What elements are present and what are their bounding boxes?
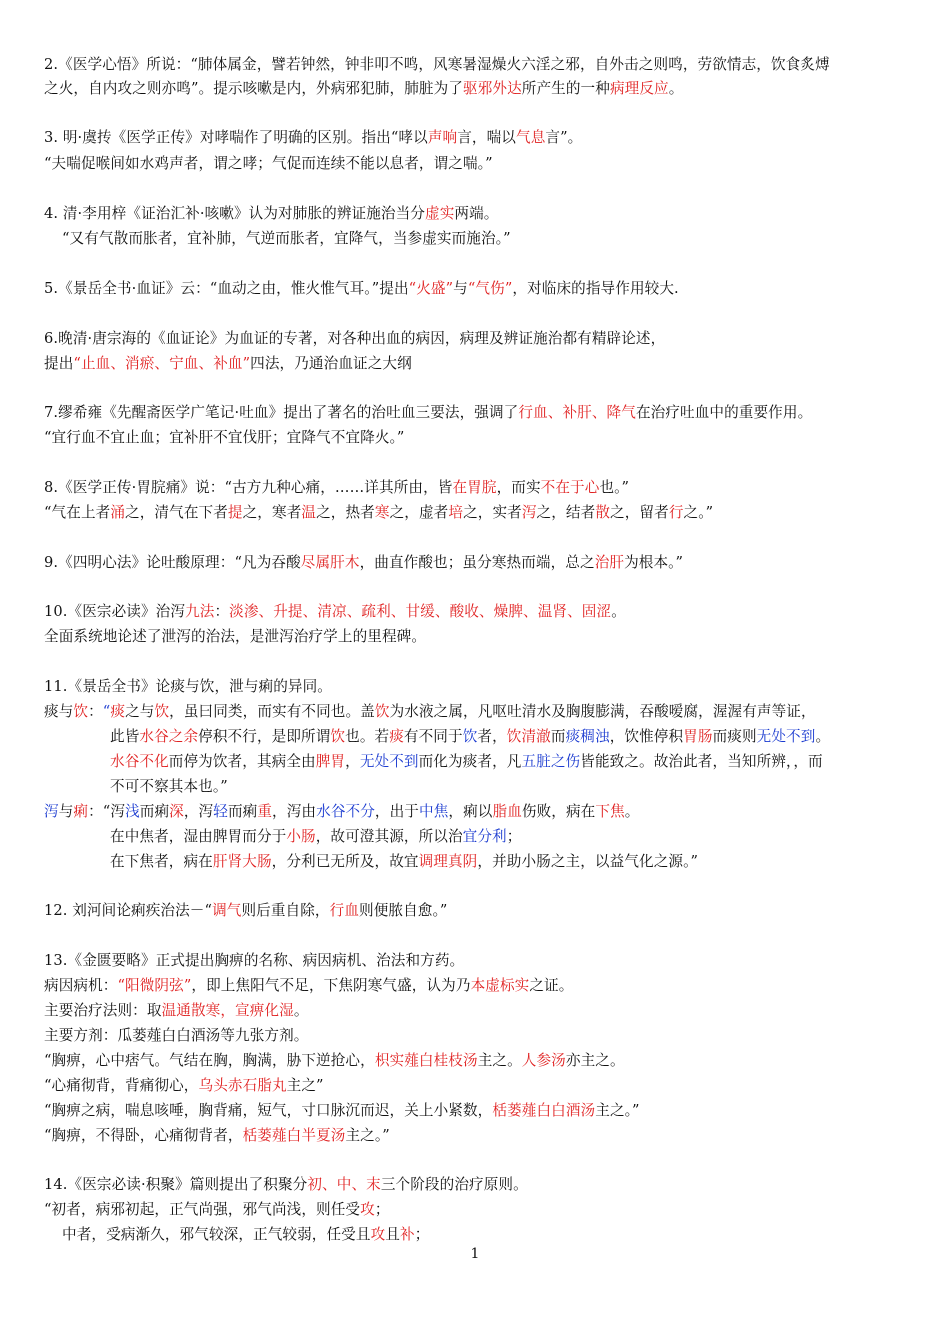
- text-run: 。: [293, 1002, 309, 1019]
- text-run: 则后重自除，: [241, 902, 330, 919]
- highlight-red: 人参汤: [521, 1052, 566, 1069]
- text-line: [44, 502, 930, 526]
- text-run: 8.《医学正传·胃脘痛》说：“古方九种心痛，……详其所由，皆: [44, 479, 453, 496]
- text-run: ，饮惟停积: [609, 728, 684, 745]
- highlight-red: “止血、消瘀、宁血、补血”: [73, 355, 251, 372]
- text-run: 在治疗吐血中的重要作用。: [635, 404, 813, 421]
- highlight-red: 栝蒌薤白白酒汤: [492, 1102, 596, 1119]
- highlight-red: 下焦: [595, 803, 625, 820]
- highlight-red: 虚实: [425, 205, 455, 222]
- text-run: 7.缪希雍《先醒斋医学广笔记·吐血》提出了著名的治吐血三要法，强调了: [44, 404, 519, 421]
- text-line: [44, 801, 930, 825]
- text-run: ；: [506, 828, 522, 845]
- highlight-blue: “: [102, 703, 111, 720]
- text-run: 主要治疗法则：取: [44, 1002, 162, 1019]
- text-run: 所产生的一种: [521, 80, 610, 97]
- text-run: 则便脓自愈。”: [359, 902, 448, 919]
- highlight-red: 散: [595, 504, 611, 521]
- text-run: 。: [611, 603, 626, 620]
- highlight-red: 尽属肝木: [300, 554, 360, 571]
- highlight-blue: 泻: [44, 803, 59, 820]
- text-run: 与: [58, 803, 74, 820]
- highlight-red: 饮: [73, 703, 89, 720]
- text-line: [44, 278, 930, 302]
- text-run: 10.《医宗必读》治泻: [44, 603, 186, 620]
- highlight-red: 在胃脘: [452, 479, 497, 496]
- text-run: ：“泻: [88, 803, 126, 820]
- highlight-red: 声响: [427, 129, 458, 146]
- text-run: 11.《景岳全书》论痰与饮，泄与痢的异同。: [44, 678, 332, 695]
- text-run: 14.《医宗必读·积聚》篇则提出了积聚分: [44, 1176, 308, 1193]
- highlight-blue: 浅: [125, 803, 140, 820]
- highlight-blue: 水谷不分: [316, 803, 375, 820]
- text-run: “又有气散而胀者，宜补肺，气逆而胀者，宜降气，当参虚实而施治。”: [62, 230, 511, 247]
- text-run: 与: [453, 280, 468, 297]
- text-run: “气在上者: [44, 504, 111, 521]
- text-run: 。: [815, 728, 831, 745]
- highlight-red: 饮: [154, 703, 170, 720]
- highlight-red: “火盛”: [408, 280, 454, 297]
- text-run: 三个阶段的治疗原则。: [380, 1176, 528, 1193]
- text-run: ，而实: [496, 479, 541, 496]
- text-run: ，曲直作酸也；虽分寒热而端，总之: [359, 554, 595, 571]
- text-run: 4. 清·李用梓《证治汇补·咳嗽》认为对肺胀的辨证施治当分: [44, 205, 425, 222]
- text-line: [44, 900, 930, 924]
- text-run: 。: [668, 80, 684, 97]
- highlight-blue: 无处不到: [756, 728, 816, 745]
- highlight-red: 深: [169, 803, 184, 820]
- text-line: [44, 1224, 930, 1248]
- highlight-red: 涌: [110, 504, 126, 521]
- highlight-red: 肝肾大肠: [212, 853, 272, 870]
- text-run: ，即上焦阳气不足，下焦阴寒气盛，认为乃: [191, 977, 471, 994]
- text-run: “夫喘促喉间如水鸡声者，谓之哮；气促而连续不能以息者，谓之喘。”: [44, 155, 493, 172]
- text-run: 病因病机：: [44, 977, 118, 994]
- text-run: ，泻由: [272, 803, 317, 820]
- text-line: [44, 402, 930, 426]
- text-run: 言，喘以: [457, 129, 516, 146]
- text-line: [44, 127, 930, 151]
- text-run: ，: [345, 753, 360, 770]
- highlight-blue: 无处不到: [359, 753, 419, 770]
- highlight-red: 行: [668, 504, 684, 521]
- text-run: ，泻: [183, 803, 214, 820]
- text-line: [44, 950, 930, 974]
- text-run: 痰与: [44, 703, 74, 720]
- highlight-red: 寒: [374, 504, 390, 521]
- text-run: 主要方剂：瓜蒌薤白白酒汤等九张方剂。: [44, 1027, 309, 1044]
- highlight-blue: 饮: [462, 728, 478, 745]
- highlight-red: 痢: [73, 803, 89, 820]
- text-run: 言”。: [545, 129, 583, 146]
- text-run: 为根本。”: [624, 554, 684, 571]
- text-run: 3. 明·虞抟《医学正传》对哮喘作了明确的区别。指出“哮以: [44, 129, 428, 146]
- text-run: 伤败，病在: [521, 803, 596, 820]
- text-run: 之，结者: [536, 504, 596, 521]
- text-run: ，出于: [374, 803, 420, 820]
- highlight-red: 温: [301, 504, 317, 521]
- text-run: ：: [88, 703, 103, 720]
- text-run: 之，留者: [610, 504, 669, 521]
- text-line: [44, 826, 930, 850]
- highlight-red: 饮: [374, 703, 390, 720]
- text-run: 主之。: [477, 1052, 522, 1069]
- text-line: [44, 353, 930, 377]
- text-run: ，并助小肠之主，以益气化之源。”: [477, 853, 699, 870]
- text-run: ，虽曰同类，而实有不同也。盖: [169, 703, 375, 720]
- highlight-red: 饮清澈: [506, 728, 551, 745]
- text-run: 有不同于: [403, 728, 463, 745]
- text-run: 13.《金匮要略》正式提出胸痹的名称、病因病机、治法和方药。: [44, 952, 465, 969]
- text-line: [44, 851, 930, 875]
- text-line: [44, 153, 930, 177]
- text-run: 12. 刘河间论痢疾治法－“: [44, 902, 213, 919]
- highlight-red: 补: [399, 1226, 415, 1243]
- text-run: 在中焦者，湿由脾胃而分于: [110, 828, 287, 845]
- text-run: 而: [550, 728, 566, 745]
- highlight-red: 乌头赤石脂丸: [198, 1077, 287, 1094]
- page-number: 1: [470, 1246, 480, 1262]
- text-line: [44, 776, 930, 800]
- text-run: 主之。”: [595, 1102, 640, 1119]
- highlight-red: 胃肠: [683, 728, 713, 745]
- text-run: 提出: [44, 355, 74, 372]
- text-line: [44, 601, 930, 625]
- text-line: [44, 701, 930, 725]
- highlight-blue: 痰稠浊: [565, 728, 610, 745]
- highlight-red: “阳微阴弦”: [117, 977, 192, 994]
- highlight-red: 治肝: [594, 554, 625, 571]
- text-run: 。: [624, 803, 640, 820]
- highlight-red: 淡渗、升提、清凉、疏利、甘缓、酸收、燥脾、温肾、固涩: [229, 603, 612, 620]
- highlight-red: 行血: [329, 902, 360, 919]
- text-run: 2.《医学心悟》所说：“肺体属金，譬若钟然，钟非叩不鸣，风寒暑湿燥火六淫之邪，自外击之则鸣，劳欲情志，饮食炙煿: [44, 56, 830, 73]
- highlight-red: 攻: [370, 1226, 386, 1243]
- highlight-red: 本虚标实: [470, 977, 530, 994]
- text-run: 之，热者: [316, 504, 375, 521]
- highlight-blue: 中焦: [419, 803, 449, 820]
- highlight-red: “气伤”: [467, 280, 513, 297]
- text-run: 者，: [477, 728, 507, 745]
- text-run: 为水液之属，凡呕吐清水及胸腹膨满，吞酸嗳腐，渥渥有声等证，: [389, 703, 816, 720]
- text-run: 9.《四明心法》论吐酸原理：“凡为吞酸: [44, 554, 301, 571]
- highlight-blue: 宜分利: [462, 828, 507, 845]
- text-line: [44, 1025, 930, 1049]
- highlight-red: 调理真阴: [418, 853, 478, 870]
- text-run: 不可不察其本也。”: [110, 778, 228, 795]
- highlight-blue: 五脏之伤: [521, 753, 581, 770]
- highlight-red: 脂血: [492, 803, 522, 820]
- text-run: 中者，受病渐久，邪气较深，正气较弱，任受且: [62, 1226, 371, 1243]
- highlight-red: 水谷不化: [110, 753, 169, 770]
- text-line: [44, 751, 930, 775]
- text-run: 在下焦者，病在: [110, 853, 213, 870]
- text-line: [44, 1199, 930, 1223]
- highlight-red: 小肠: [286, 828, 316, 845]
- text-run: 且: [385, 1226, 400, 1243]
- highlight-red: 不在于心: [540, 479, 600, 496]
- highlight-red: 培: [448, 504, 464, 521]
- highlight-red: 初、中、末: [307, 1176, 381, 1193]
- highlight-red: 病理反应: [609, 80, 669, 97]
- text-run: “胸痹，心中痞气。气结在胸，胸满，胁下逆抢心，: [44, 1052, 375, 1069]
- text-run: 皆能致之。故治此者，当知所辨，，而: [580, 753, 823, 770]
- text-run: 停积不行，是即所谓: [198, 728, 331, 745]
- text-run: 而化为痰者，凡: [418, 753, 522, 770]
- text-run: 之，实者: [463, 504, 522, 521]
- text-run: 也。若: [345, 728, 390, 745]
- text-line: [44, 626, 930, 650]
- text-run: 此皆: [110, 728, 140, 745]
- text-line: [44, 54, 930, 78]
- text-line: [44, 78, 930, 102]
- text-run: 之，清气在下者: [125, 504, 228, 521]
- text-run: ，故可澄其源，所以治: [315, 828, 463, 845]
- text-run: ；: [374, 1201, 390, 1218]
- highlight-red: 重: [257, 803, 273, 820]
- text-line: [44, 203, 930, 227]
- text-run: ，分利已无所及，故宜: [271, 853, 419, 870]
- highlight-blue: 轻: [213, 803, 228, 820]
- text-run: “心痛彻背，背痛彻心，: [44, 1077, 199, 1094]
- highlight-red: 行血、补肝、降气: [518, 404, 636, 421]
- text-run: 而痢: [139, 803, 170, 820]
- text-run: 而痢: [227, 803, 258, 820]
- text-run: 全面系统地论述了泄泻的治法，是泄泻治疗学上的里程碑。: [44, 628, 427, 645]
- text-run: 之，寒者: [242, 504, 302, 521]
- text-run: 之与: [125, 703, 155, 720]
- text-run: 两端。: [454, 205, 499, 222]
- highlight-red: 痰: [110, 703, 126, 720]
- text-line: [44, 1000, 930, 1024]
- text-run: 之火，自内攻之则亦鸣”。提示咳嗽是内，外病邪犯肺，肺脏为了: [44, 80, 463, 97]
- highlight-red: 九法: [185, 603, 215, 620]
- text-line: [44, 1075, 930, 1099]
- text-run: “初者，病邪初起，正气尚强，邪气尚浅，则任受: [44, 1201, 361, 1218]
- highlight-red: 栝蒌薤白半夏汤: [242, 1127, 346, 1144]
- text-line: [44, 427, 930, 451]
- text-run: “胸痹之病，喘息咳唾，胸背痛，短气，寸口脉沉而迟，关上小紧数，: [44, 1102, 493, 1119]
- text-run: 主之。”: [345, 1127, 390, 1144]
- text-run: 亦主之。: [565, 1052, 625, 1069]
- text-run: ，痢以: [448, 803, 493, 820]
- text-run: “宜行血不宜止血；宜补肝不宜伐肝；宜降气不宜降火。”: [44, 429, 405, 446]
- text-run: ；: [414, 1226, 430, 1243]
- text-run: 5.《景岳全书·血证》云：“血动之由，惟火惟气耳。”提出: [44, 280, 409, 297]
- highlight-red: 枳实薤白桂枝汤: [374, 1052, 478, 1069]
- text-run: 也。”: [599, 479, 630, 496]
- text-line: [44, 228, 930, 252]
- text-line: [44, 552, 930, 576]
- highlight-red: 饮: [330, 728, 346, 745]
- text-line: [44, 1174, 930, 1198]
- text-run: 之。”: [683, 504, 714, 521]
- text-run: “胸痹，不得卧，心痛彻背者，: [44, 1127, 243, 1144]
- text-run: 之，虚者: [389, 504, 449, 521]
- text-line: [44, 1100, 930, 1124]
- highlight-red: 脾胃: [315, 753, 346, 770]
- highlight-red: 水谷之余: [139, 728, 199, 745]
- highlight-red: 驱邪外达: [463, 80, 522, 97]
- highlight-red: 温通散寒，宣痹化湿: [161, 1002, 294, 1019]
- text-line: [44, 726, 930, 750]
- highlight-red: 攻: [360, 1201, 375, 1218]
- text-line: [44, 975, 930, 999]
- highlight-red: 泻: [521, 504, 537, 521]
- text-run: 而痰则: [712, 728, 757, 745]
- text-line: [44, 477, 930, 501]
- text-run: ，对临床的指导作用较大.: [512, 280, 679, 297]
- text-run: 四法，乃通治血证之大纲: [250, 355, 412, 372]
- highlight-red: 气息: [516, 129, 546, 146]
- highlight-red: 痰: [389, 728, 404, 745]
- text-line: [44, 1050, 930, 1074]
- text-run: 而停为饮者，其病全由: [168, 753, 316, 770]
- highlight-red: 提: [227, 504, 243, 521]
- text-line: [44, 328, 930, 352]
- text-line: [44, 1125, 930, 1149]
- text-run: 6.晚清·唐宗海的《血证论》为血证的专著，对各种出血的病因，病理及辨证施治都有精辟论述，: [44, 330, 666, 347]
- text-run: 之证。: [529, 977, 574, 994]
- text-run: 主之”: [286, 1077, 324, 1094]
- text-run: ：: [214, 603, 230, 620]
- text-line: [44, 676, 930, 700]
- highlight-red: 调气: [212, 902, 242, 919]
